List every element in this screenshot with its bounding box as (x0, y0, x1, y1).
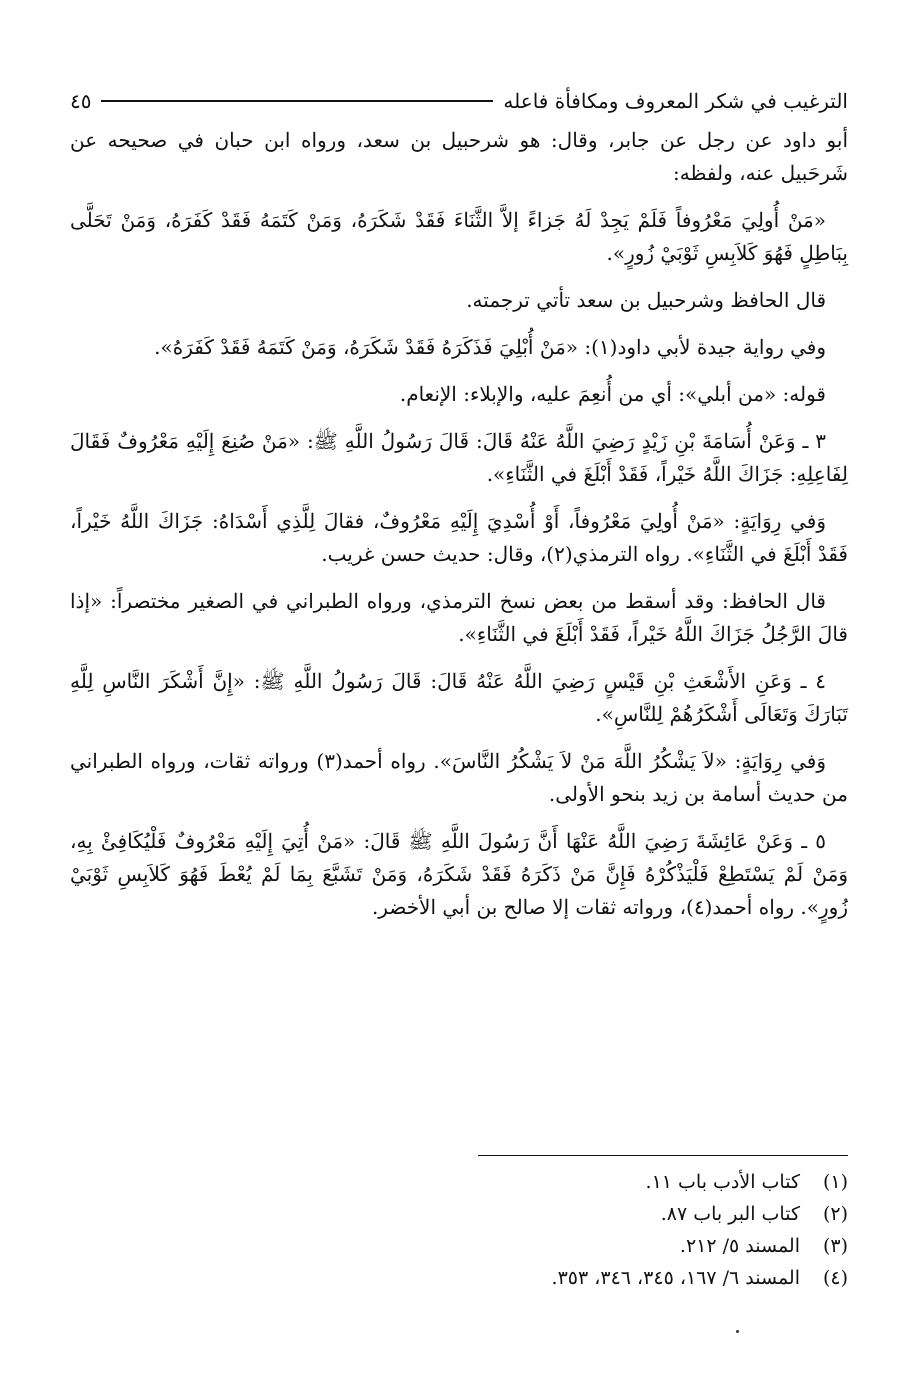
footnote-text: كتاب البر باب ٨٧. (660, 1203, 800, 1225)
paragraph: وَفي رِوَايَةٍ: «مَنْ أُولِيَ مَعْرُوفاً، أَوْ أُسْدِيَ إِلَيْهِ مَعْرُوفٌ، فقالَ لِلَّذِي أَسْدَاهُ: جَزَاكَ اللَّهُ خَيْراً، فَقَدْ أَبْلَغَ في الثَّنَاءِ». رواه الترمذي(٢)، وقال: حديث حسن غريب. (70, 509, 848, 566)
footnote-number: (١) (822, 1171, 848, 1193)
hadith-text: «مَنْ أُولِيَ مَعْرُوفاً فَلَمْ يَجِدْ لَهُ جَزاءً إلاَّ الثَّنَاءَ فَقَدْ شَكَرَهُ، وَمَنْ كَتَمَهُ فَقَدْ كَفَرَهُ، وَمَنْ تَحَلَّى بِبَاطِلٍ فَهُوَ كَلاَبِسِ ثَوْبَيْ زُورٍ». (70, 208, 848, 265)
paragraph: قوله: «من أبلي»: أي من أُنعِمَ عليه، والإبلاء: الإنعام. (399, 382, 826, 406)
running-header (70, 84, 848, 118)
scan-speck (736, 1330, 739, 1333)
footnote (348, 1230, 848, 1262)
hadith-3: ٣ ـ وَعَنْ أُسَامَةَ بْنِ زَيْدٍ رَضِيَ اللَّهُ عَنْهُ قَالَ: قَالَ رَسُولُ اللَّهِ ﷺ: «مَنْ صُنِعَ إِلَيْهِ مَعْرُوفٌ فَقَالَ لِفَاعِلِهِ: جَزَاكَ اللَّهُ خَيْراً، فَقَدْ أَبْلَغَ في الثَّنَاءِ». (70, 429, 848, 486)
paragraph: وفي رواية جيدة لأبي داود(١): «مَنْ أُبْلِيَ فَذَكَرَهُ فَقَدْ شَكَرَهُ، وَمَنْ كَتَمَهُ فَقَدْ كَفَرَهُ». (154, 335, 826, 359)
hadith-4: ٤ ـ وَعَنِ الأَشْعَثِ بْنِ قَيْسٍ رَضِيَ اللَّهُ عَنْهُ قَالَ: قَالَ رَسُولُ اللَّهِ ﷺ: «إِنَّ أَشْكَرَ النَّاسِ لِلَّهِ تَبَارَكَ وَتَعَالَى أَشْكَرُهُمْ لِلنَّاسِ». (70, 669, 848, 726)
paragraph: قال الحافظ: وقد أسقط من بعض نسخ الترمذي، ورواه الطبراني في الصغير مختصراً: «إذا قالَ الرَّجُلُ جَزَاكَ اللَّهُ خَيْراً، فَقَدْ أَبْلَغَ في الثَّنَاءِ». (70, 589, 848, 646)
page-body (70, 124, 848, 938)
footnote-number: (٣) (822, 1235, 848, 1257)
footnotes (348, 1166, 848, 1294)
footnote-text: كتاب الأدب باب ١١. (645, 1171, 800, 1193)
paragraph: قال الحافظ وشرحبيل بن سعد تأتي ترجمته. (466, 288, 826, 312)
header-title: الترغيب في شكر المعروف ومكافأة فاعله (503, 89, 848, 113)
footnote (348, 1198, 848, 1230)
paragraph: وَفي رِوَايَةٍ: «لاَ يَشْكُرُ اللَّهَ مَنْ لاَ يَشْكُرُ النَّاسَ». رواه أحمد(٣) ورواته ثقات، ورواه الطبراني من حديث أسامة بن زيد بنحو الأولى. (70, 749, 848, 806)
footnote-number: (٢) (822, 1203, 848, 1225)
footnote-number: (٤) (822, 1267, 848, 1289)
hadith-5: ٥ ـ وَعَنْ عَائِشَةَ رَضِيَ اللَّهُ عَنْهَا أَنَّ رَسُولَ اللَّهِ ﷺ قَالَ: «مَنْ أُتِيَ إِلَيْهِ مَعْرُوفٌ فَلْيُكَافِئْ بِهِ، وَمَنْ لَمْ يَسْتَطِعْ فَلْيَذْكُرْهُ فَإِنَّ مَنْ ذَكَرَهُ فَقَدْ شَكَرَهُ، وَمَنْ تَشَبَّعَ بِمَا لَمْ يُعْطَ فَهُوَ كَلاَبِسِ ثَوْبَيْ زُورٍ». رواه أحمد(٤)، ورواته ثقات إلا صالح بن أبي الأخضر. (70, 829, 848, 919)
paragraph: أبو داود عن رجل عن جابر، وقال: هو شرحبيل بن سعد، ورواه ابن حبان في صحيحه عن شَرحَبيل عنه، ولفظه: (70, 128, 848, 185)
header-rule (101, 100, 493, 102)
footnote-text: المسند ٦/ ١٦٧، ٣٤٥، ٣٤٦، ٣٥٣. (551, 1267, 800, 1289)
page-number: ٤٥ (70, 89, 92, 113)
footnote (348, 1166, 848, 1198)
footnote-rule (478, 1155, 848, 1156)
footnote (348, 1262, 848, 1294)
footnote-text: المسند ٥/ ٢١٢. (679, 1235, 800, 1257)
